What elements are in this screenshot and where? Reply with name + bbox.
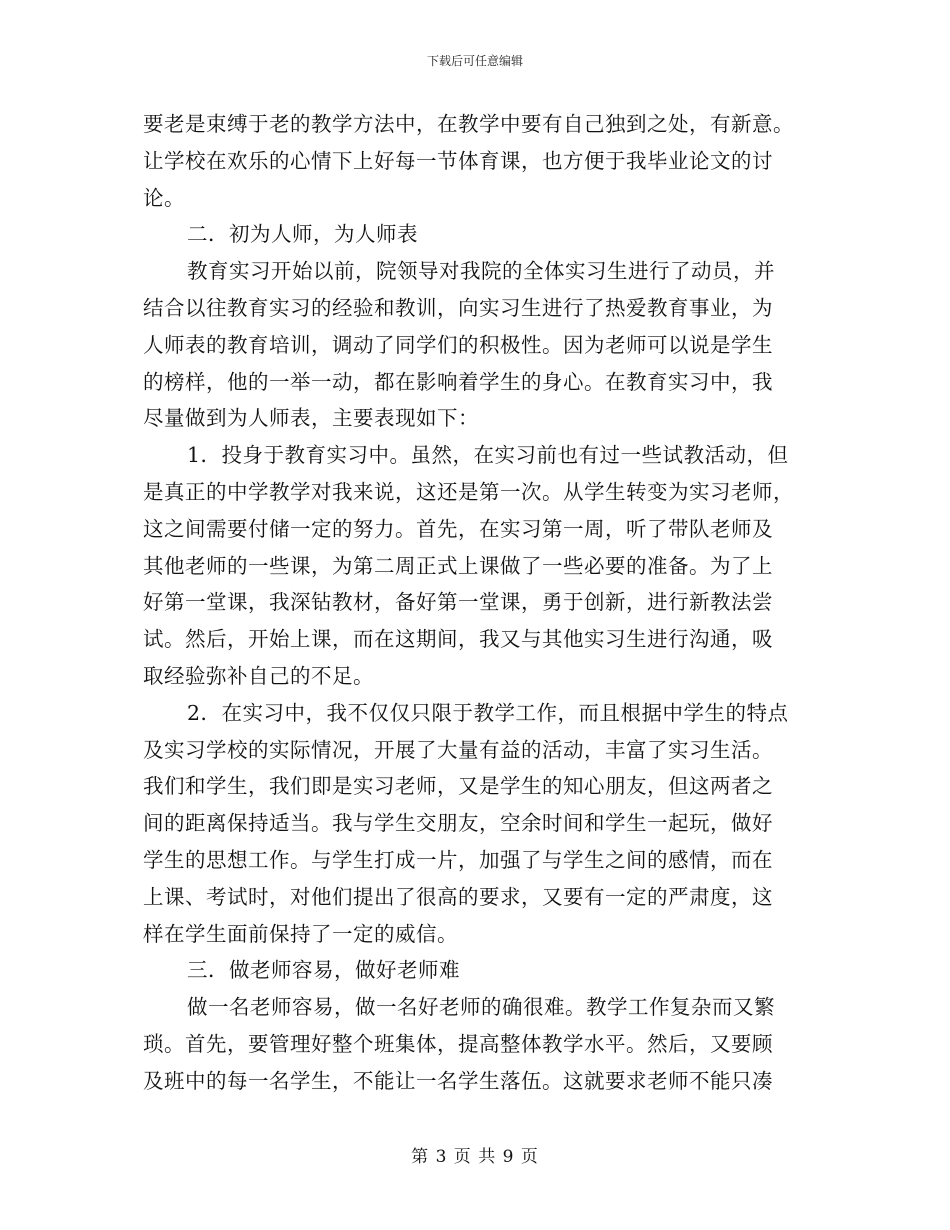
text-line: 的榜样，他的一举一动，都在影响着学生的身心。在教育实习中，我 — [143, 369, 773, 394]
text-line: 其他老师的一些课，为第二周正式上课做了一些必要的准备。为了上 — [143, 553, 773, 578]
text-line: 这之间需要付储一定的努力。首先，在实习第一周，听了带队老师及 — [143, 516, 773, 541]
text-line: 我们和学生，我们即是实习老师，又是学生的知心朋友，但这两者之 — [143, 774, 773, 799]
text-line: 间的距离保持适当。我与学生交朋友，空余时间和学生一起玩，做好 — [143, 811, 773, 836]
text-line: 让学校在欢乐的心情下上好每一节体育课，也方便于我毕业论文的讨 — [143, 148, 773, 173]
text-line: 人师表的教育培训，调动了同学们的积极性。因为老师可以说是学生 — [143, 332, 773, 357]
text-line: 上课、考试时，对他们提出了很高的要求，又要有一定的严肃度，这 — [143, 884, 773, 909]
document-body — [143, 106, 813, 1100]
text-line: 论。 — [143, 185, 185, 210]
text-line: 尽量做到为人师表，主要表现如下： — [143, 406, 479, 431]
text-line: 及实习学校的实际情况，开展了大量有益的活动，丰富了实习生活。 — [143, 737, 773, 762]
text-line: 好第一堂课，我深钻教材，备好第一堂课，勇于创新，进行新教法尝 — [143, 590, 773, 615]
text-line: 及班中的每一名学生，不能让一名学生落伍。这就要求老师不能只凑 — [143, 1068, 773, 1093]
text-line: 学生的思想工作。与学生打成一片，加强了与学生之间的感情，而在 — [143, 847, 773, 872]
text-line: 试。然后，开始上课，而在这期间，我又与其他实习生进行沟通，吸 — [143, 627, 773, 652]
text-line: 是真正的中学教学对我来说，这还是第一次。从学生转变为实习老师， — [143, 479, 794, 504]
text-line: 教育实习开始以前，院领导对我院的全体实习生进行了动员，并 — [187, 259, 775, 284]
text-line: 要老是束缚于老的教学方法中，在教学中要有自己独到之处，有新意。 — [143, 112, 794, 136]
text-line: 2．在实习中，我不仅仅只限于教学工作，而且根据中学生的特点 — [187, 700, 789, 725]
text-line: 1．投身于教育实习中。虽然，在实习前也有过一些试教活动，但 — [187, 443, 789, 468]
text-line: 结合以往教育实习的经验和教训，向实习生进行了热爱教育事业，为 — [143, 295, 773, 320]
text-line: 样在学生面前保持了一定的威信。 — [143, 921, 458, 946]
section-heading: 三．做老师容易，做好老师难 — [187, 958, 460, 983]
text-line: 取经验弥补自己的不足。 — [143, 663, 374, 688]
page-footer: 第 3 页 共 9 页 — [411, 1147, 539, 1167]
section-heading: 二．初为人师，为人师表 — [187, 222, 418, 247]
text-line: 做一名老师容易，做一名好老师的确很难。教学工作复杂而又繁 — [187, 995, 775, 1020]
text-line: 琐。首先，要管理好整个班集体，提高整体教学水平。然后，又要顾 — [143, 1031, 773, 1056]
page-header: 下载后可任意编辑 — [426, 54, 523, 68]
